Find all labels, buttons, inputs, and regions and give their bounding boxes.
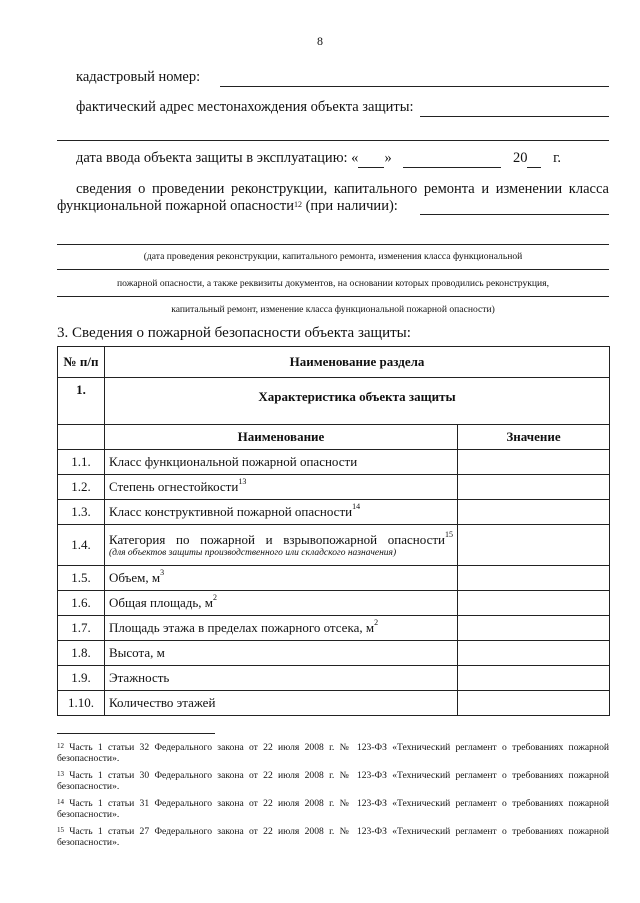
row-footnote-ref: 2: [374, 618, 379, 627]
recon-hint-3: капитальный ремонт, изменение класса функциональной пожарной опасности): [171, 304, 495, 315]
date-day-field[interactable]: [358, 150, 384, 168]
recon-footnote-ref: 12: [293, 200, 302, 209]
row-name: [105, 450, 458, 475]
row-value-field[interactable]: [458, 616, 610, 641]
table-row: [58, 475, 610, 500]
section-num: 1.: [58, 378, 105, 425]
row-footnote-ref: 15: [445, 529, 453, 539]
section-row: [58, 378, 610, 425]
row-num: 1.4.: [58, 525, 105, 566]
footnote-rule: [57, 733, 215, 734]
row-value-field[interactable]: [458, 500, 610, 525]
date-year-field[interactable]: [527, 150, 541, 168]
col-section-header: Наименование раздела: [105, 347, 610, 378]
table-row: [58, 666, 610, 691]
table-row: [58, 591, 610, 616]
row-name-text: Объем, м: [109, 570, 161, 585]
recon-hint-1: (дата проведения реконструкции, капитального ремонта, изменения класса функциональной: [143, 251, 523, 262]
blank-cell: [58, 425, 105, 450]
section-title: 3. Сведения о пожарной безопасности объекта защиты:: [57, 325, 411, 341]
row-name-line: [109, 479, 246, 494]
row-value-field[interactable]: [458, 691, 610, 716]
table-header-row: [58, 347, 610, 378]
row-name-line: [109, 670, 169, 685]
row-value-field[interactable]: [458, 591, 610, 616]
row-name-line: [109, 504, 360, 519]
date-quote-close: »: [384, 150, 392, 166]
col-num-header: № п/п: [58, 347, 105, 378]
row-name: [105, 525, 458, 566]
table-row: [58, 450, 610, 475]
page-number: 8: [317, 34, 323, 48]
row-name-text: Площадь этажа в пределах пожарного отсека, м: [109, 620, 375, 635]
row-name: [105, 566, 458, 591]
table-row: [58, 566, 610, 591]
footnote: [57, 770, 609, 792]
date-year-suffix: г.: [553, 150, 561, 166]
row-name: [105, 475, 458, 500]
recon-tail: (при наличии):: [301, 198, 398, 214]
row-name-text: Общая площадь, м: [109, 595, 214, 610]
row-num: 1.7.: [58, 616, 105, 641]
footnote-text: Часть 1 статьи 30 Федерального закона от 22 июля 2008 г. № 123-ФЗ «Технический регламент о требованиях пожарной безопасности».: [57, 770, 609, 792]
col-name-header: Наименование: [105, 425, 458, 450]
address-label: фактический адрес местонахождения объекта защиты:: [76, 99, 414, 115]
row-footnote-ref: 14: [352, 502, 361, 511]
section-name: Характеристика объекта защиты: [105, 378, 610, 425]
row-value-field[interactable]: [458, 450, 610, 475]
row-footnote-ref: 2: [213, 593, 218, 602]
footnote: [57, 798, 609, 820]
recon-text: [57, 181, 609, 215]
row-name-text: Высота, м: [109, 645, 165, 660]
row-num: 1.10.: [58, 691, 105, 716]
table-row: [58, 691, 610, 716]
row-name-text: Количество этажей: [109, 695, 216, 710]
footnote-num: 12: [57, 742, 64, 750]
row-name-text: Этажность: [109, 670, 170, 685]
footnote-text: Часть 1 статьи 32 Федерального закона от 22 июля 2008 г. № 123-ФЗ «Технический регламент о требованиях пожарной безопасности».: [57, 742, 609, 764]
row-num: 1.1.: [58, 450, 105, 475]
row-num: 1.3.: [58, 500, 105, 525]
table-row: [58, 525, 610, 566]
footnote-num: 15: [57, 826, 64, 834]
table-row: [58, 616, 610, 641]
row-footnote-ref: 13: [238, 477, 247, 486]
row-name: [105, 641, 458, 666]
footnote: [57, 742, 609, 764]
row-num: 1.5.: [58, 566, 105, 591]
row-num: 1.2.: [58, 475, 105, 500]
date-row: [76, 150, 561, 168]
row-name-line: [109, 529, 453, 548]
cadastral-input-line[interactable]: [220, 86, 609, 87]
row-name-line: [109, 645, 165, 660]
recon-input-line-3[interactable]: [57, 269, 609, 270]
footnote-text: Часть 1 статьи 27 Федерального закона от 22 июля 2008 г. № 123-ФЗ «Технический регламент о требованиях пожарной безопасности».: [57, 826, 609, 848]
address-input-line-2[interactable]: [57, 140, 609, 141]
recon-line-2: функциональной пожарной опасности: [57, 198, 294, 214]
row-value-field[interactable]: [458, 666, 610, 691]
footnote: [57, 826, 609, 848]
date-label: дата ввода объекта защиты в эксплуатацию: «: [76, 150, 359, 166]
footnote-num: 14: [57, 798, 64, 806]
row-num: 1.9.: [58, 666, 105, 691]
row-name-line: [109, 595, 217, 610]
row-value-field[interactable]: [458, 641, 610, 666]
row-name-line: [109, 695, 215, 710]
row-value-field[interactable]: [458, 525, 610, 566]
row-name-text: Класс конструктивной пожарной опасности: [109, 504, 353, 519]
recon-input-line[interactable]: [420, 214, 609, 215]
table-row: [58, 641, 610, 666]
cadastral-label: кадастровый номер:: [76, 69, 201, 85]
table-row: [58, 500, 610, 525]
col-value-header: Значение: [458, 425, 610, 450]
row-name-line: [109, 570, 164, 585]
footnote-text: Часть 1 статьи 31 Федерального закона от 22 июля 2008 г. № 123-ФЗ «Технический регламент о требованиях пожарной безопасности».: [57, 798, 609, 820]
date-year-prefix: 20: [512, 150, 528, 166]
recon-line-2-wrap: [57, 198, 609, 215]
row-name-line: [109, 454, 357, 469]
row-name-text: Класс функциональной пожарной опасности: [109, 454, 358, 469]
row-name: [105, 591, 458, 616]
row-name-line: [109, 620, 378, 635]
row-name-text: Степень огнестойкости: [109, 479, 239, 494]
row-name-text: Категория по пожарной и взрывопожарной опасности: [109, 531, 445, 547]
recon-input-line-4[interactable]: [57, 296, 609, 297]
subheader-row: [58, 425, 610, 450]
row-value-field[interactable]: [458, 475, 610, 500]
row-note: (для объектов защиты производственного или складского назначения): [109, 547, 397, 558]
row-name: [105, 666, 458, 691]
row-name: [105, 500, 458, 525]
address-input-line[interactable]: [420, 116, 609, 117]
row-name: [105, 691, 458, 716]
row-num: 1.6.: [58, 591, 105, 616]
footnote-num: 13: [57, 770, 64, 778]
row-name: [105, 616, 458, 641]
row-value-field[interactable]: [458, 566, 610, 591]
recon-input-line-2[interactable]: [57, 244, 609, 245]
row-num: 1.8.: [58, 641, 105, 666]
date-month-field[interactable]: [403, 150, 501, 168]
recon-hint-2: пожарной опасности, а также реквизиты документов, на основании которых проводились реконструкция,: [117, 278, 549, 289]
row-footnote-ref: 3: [160, 568, 165, 577]
fire-safety-table: [57, 346, 610, 716]
recon-line-1: сведения о проведении реконструкции, капитального ремонта и изменении класса: [76, 181, 609, 197]
